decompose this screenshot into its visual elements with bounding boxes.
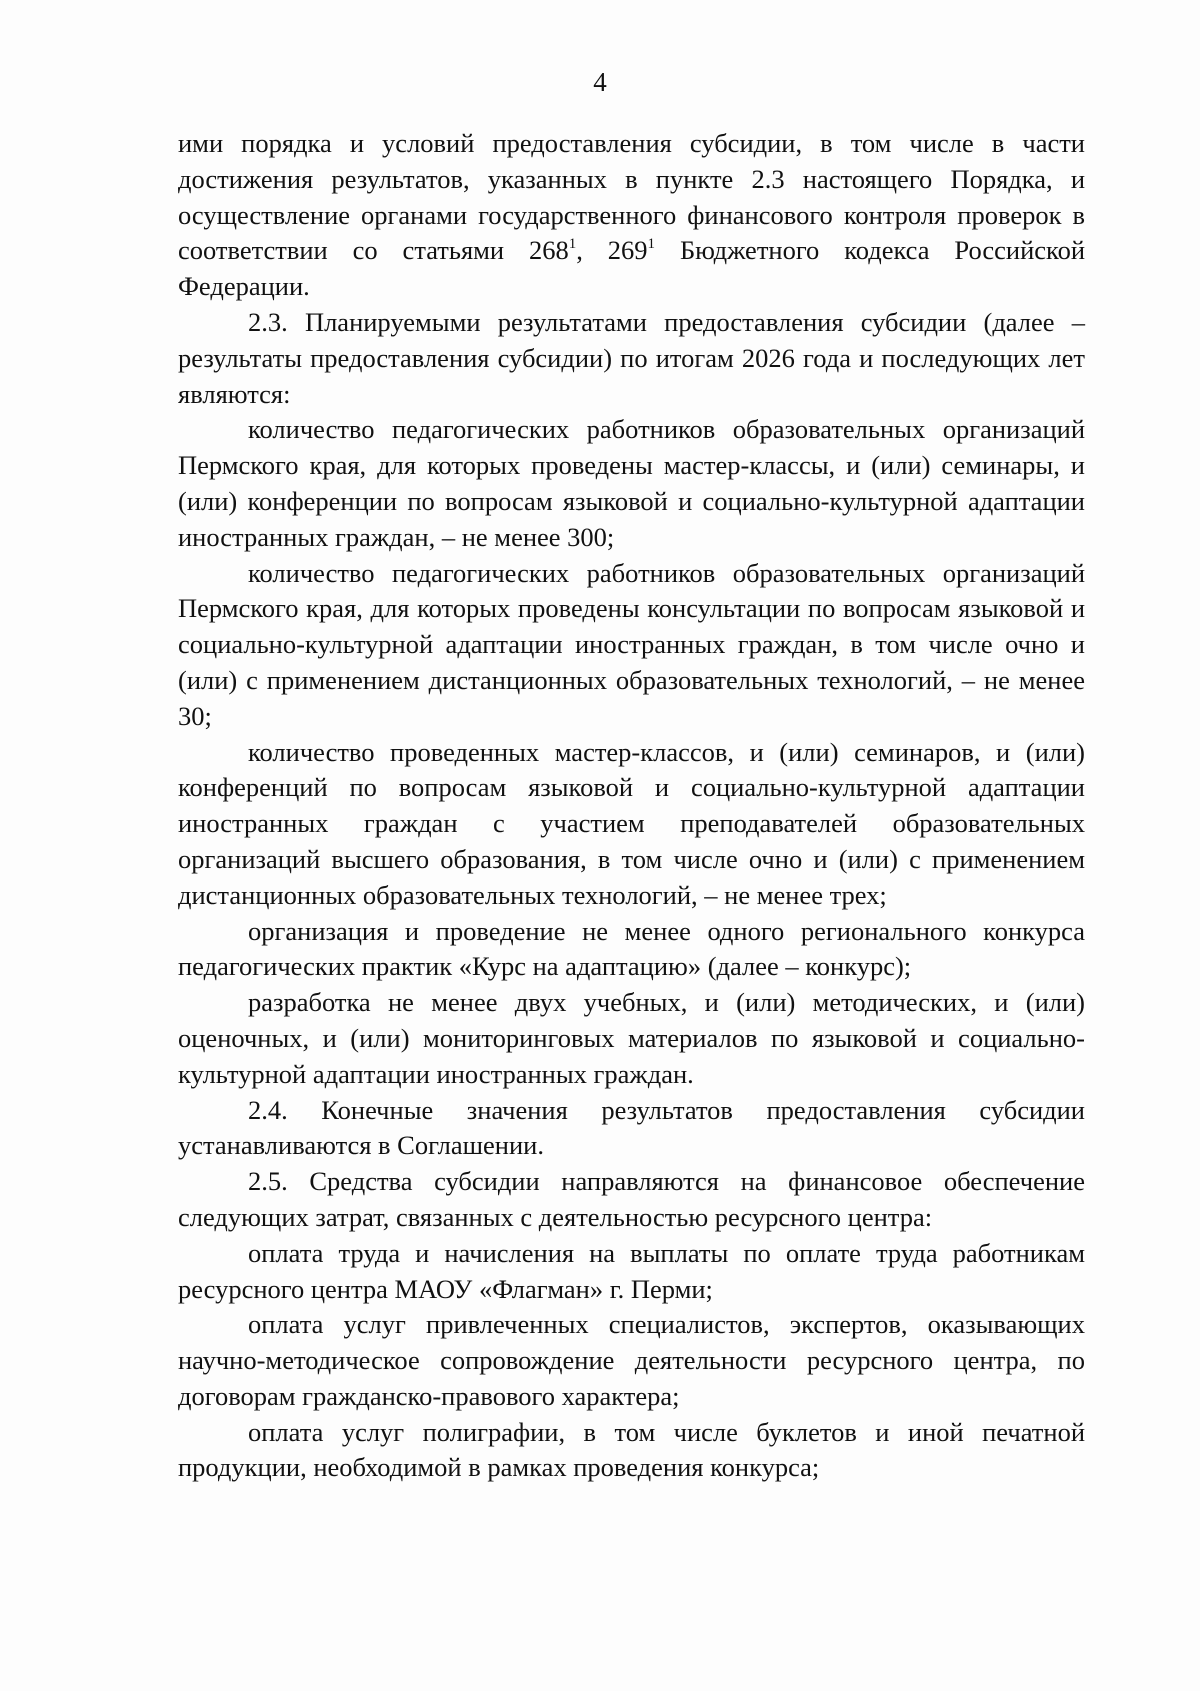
paragraph-2-5: 2.5. Средства субсидии направляются на финансовое обеспечение следующих затрат, связанных с деятельностью ресурсного центра: (178, 1166, 1085, 1232)
paragraph-text-tail: Бюджетного кодекса Российской Федерации. (178, 235, 1086, 302)
paragraph-result-3: количество проведенных мастер-классов, и (или) семинаров, и (или) конференций по вопросам языковой и социально-культурной адаптации иностранных граждан с участием преподавателей образовательных организаций высшего образования, в том числе очно и (или) с применением дистанционных образовательных технологий, – не менее трех; (178, 736, 1085, 910)
superscript-article-269: 1 (647, 235, 656, 252)
paragraph-continuation (178, 126, 1085, 305)
paragraph-result-4: организация и проведение не менее одного регионального конкурса педагогических практик «Курс на адаптацию» (далее – конкурс); (178, 915, 1085, 982)
paragraph-text-mid: , 269 (576, 235, 648, 266)
paragraph-2-4: 2.4. Конечные значения результатов предоставления субсидии устанавливаются в Соглашении. (178, 1094, 1085, 1161)
page-number: 4 (593, 67, 607, 97)
paragraph-result-5: разработка не менее двух учебных, и (или) методических, и (или) оценочных, и (или) мониторинговых материалов по языковой и социально-культурной адаптации иностранных граждан. (178, 987, 1085, 1089)
paragraph-2-3: 2.3. Планируемыми результатами предоставления субсидии (далее – результаты предоставления субсидии) по итогам 2026 года и последующих лет являются: (178, 306, 1085, 409)
document-body (178, 126, 1085, 1486)
paragraph-text: ими порядка и условий предоставления субсидии, в том числе в части достижения результатов, указанных в пункте 2.3 настоящего Порядка, и осуществление органами государственного финансового контроля проверок в соответствии со статьями 268 (178, 128, 1085, 266)
paragraph-expense-2: оплата услуг привлеченных специалистов, экспертов, оказывающих научно-методическое сопровождение деятельности ресурсного центра, по договорам гражданско-правового характера; (178, 1309, 1085, 1411)
paragraph-result-1: количество педагогических работников образовательных организаций Пермского края, для которых проведены мастер-классы, и (или) семинары, и (или) конференции по вопросам языковой и социально-культурной адаптации иностранных граждан, – не менее 300; (178, 414, 1085, 552)
paragraph-result-2: количество педагогических работников образовательных организаций Пермского края, для которых проведены консультации по вопросам языковой и социально-культурной адаптации иностранных граждан, в том числе очно и (или) с применением дистанционных образовательных технологий, – не менее 30; (178, 557, 1085, 731)
paragraph-expense-1: оплата труда и начисления на выплаты по оплате труда работникам ресурсного центра МАОУ «Флагман» г. Перми; (178, 1237, 1085, 1304)
paragraph-expense-3: оплата услуг полиграфии, в том числе буклетов и иной печатной продукции, необходимой в рамках проведения конкурса; (178, 1416, 1085, 1483)
superscript-article-268: 1 (568, 235, 577, 252)
